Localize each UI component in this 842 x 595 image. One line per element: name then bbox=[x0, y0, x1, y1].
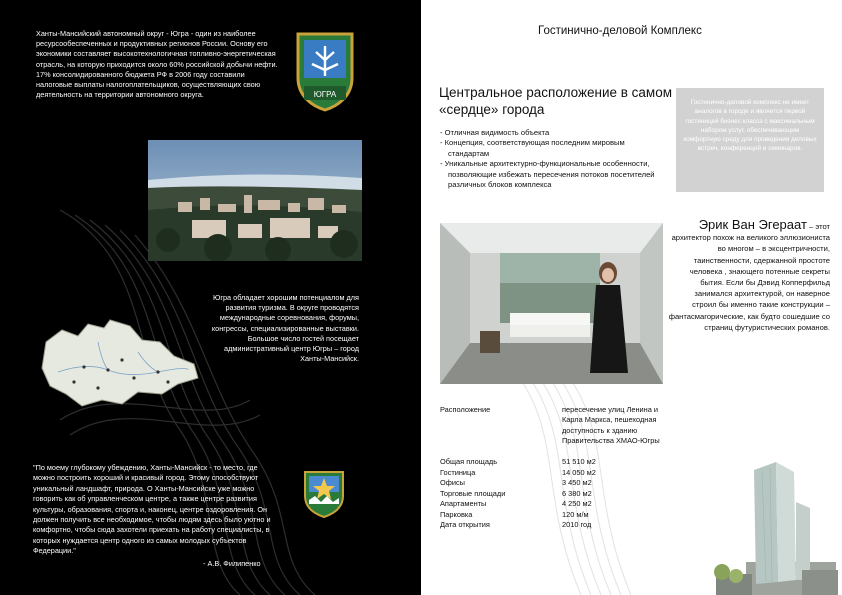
intro-text: Ханты-Мансийский автономный округ - Югра - один из наиболее ресурсообеспеченных и продуктивных регионов России. Основу его экономики составляет высокотехнологичная топливно-энергетическая отрасль, на которую приходится около 60% российской добычи нефти. 17% консолидированного бюджета РФ в 2006 году составили налоговые выплаты налогоплательщиков, осуществляющих свою деятельность на территории автономного округа. bbox=[36, 29, 278, 100]
subtitle-line-2: «сердце» города bbox=[439, 102, 545, 117]
page-title: Гостинично-деловой Комплекс bbox=[538, 25, 702, 37]
spec-value: 120 м/м bbox=[562, 510, 589, 519]
khanty-mansiysk-coat-of-arms-icon bbox=[303, 470, 345, 518]
feature-item: - Уникальные архитектурно-функциональные особенности, позволяющие избежать пересечения потоков посетителей различных блоков комплекса bbox=[440, 159, 655, 190]
architect-name: Эрик Ван Эгераат bbox=[698, 217, 807, 232]
spec-value: 2010 год bbox=[562, 520, 592, 529]
right-page bbox=[421, 0, 842, 595]
spec-label: Гостиница bbox=[440, 468, 476, 477]
spec-value: 51 510 м2 bbox=[562, 457, 596, 466]
location-label: Расположение bbox=[440, 405, 491, 414]
spec-label: Апартаменты bbox=[440, 499, 487, 508]
spec-label: Дата открытия bbox=[440, 520, 490, 529]
city-photo bbox=[148, 140, 362, 261]
quote-author: - А.В. Филипенко bbox=[203, 559, 261, 568]
spec-label: Офисы bbox=[440, 478, 465, 487]
info-box: Гостинично-деловой комплекс не имеет аналогов в городе и является первой гостиницей бизнес класса с максимальным набором услуг, обеспечивающим комфортную среду для проведения деловых встреч, конференций и семинаров. bbox=[676, 88, 824, 192]
spec-value: 4 250 м2 bbox=[562, 499, 592, 508]
tower-rendering bbox=[706, 462, 842, 595]
quote-text: "По моему глубокому убеждению, Ханты-Мансийск - то место, где можно построить хороший и красивый город. Этому способствуют уникальный ландшафт, природа. О Ханты-Мансийске уже можно говорить как об управленческом центре, а также центре развития культуры, образования, спорта и, наконец, центре оздоровления. Он должен получить все необходимое, чтобы людям здесь было уютно и комфортно, чтобы сюда захотели приехать на работу специалисты, в которых нуждается центр одного из самых молодых субъектов Федерации." bbox=[33, 463, 271, 556]
location-value: пересечение улиц Ленина и Карла Маркса, пешеходная доступность к зданию Правительства ХМАО-Югры bbox=[562, 405, 660, 446]
spec-label: Общая площадь bbox=[440, 457, 498, 466]
emblem-text: ЮГРА bbox=[313, 90, 337, 99]
spec-label: Торговые площади bbox=[440, 489, 506, 498]
spec-value: 14 050 м2 bbox=[562, 468, 596, 477]
feature-item: - Концепция, соответствующая последним мировым стандартам bbox=[440, 138, 625, 158]
subtitle-line-1: Центральное расположение в самом bbox=[439, 85, 673, 100]
spec-label: Парковка bbox=[440, 510, 473, 519]
yugra-coat-of-arms-icon bbox=[290, 30, 360, 112]
feature-item: - Отличная видимость объекта bbox=[440, 128, 550, 137]
region-map bbox=[38, 312, 202, 410]
spec-value: 3 450 м2 bbox=[562, 478, 592, 487]
spec-value: 6 380 м2 bbox=[562, 489, 592, 498]
architect-text: – этот архитектор похож на великого эллюзиониста во многом – в эксцентричности, таинственности, сдержанной простоте человека , знающего потенные секреты бытия. Если бы Дэвид Копперфильд занимался архитектурой, он наверное строил бы именно такие конструкции – фантасмагорические, как будто сошедшие со страниц футуристических романов. bbox=[668, 222, 830, 332]
feature-list bbox=[440, 128, 660, 190]
tourism-text: Югра обладает хорошим потенциалом для развития туризма. В округе проводятся международные соревнования, форумы, конгрессы, специализированные выставки. Большое число гостей посещает административный центр Югры – город Ханты-Мансийск. bbox=[211, 293, 359, 364]
interior-photo bbox=[440, 223, 663, 384]
architect-block bbox=[668, 219, 830, 333]
